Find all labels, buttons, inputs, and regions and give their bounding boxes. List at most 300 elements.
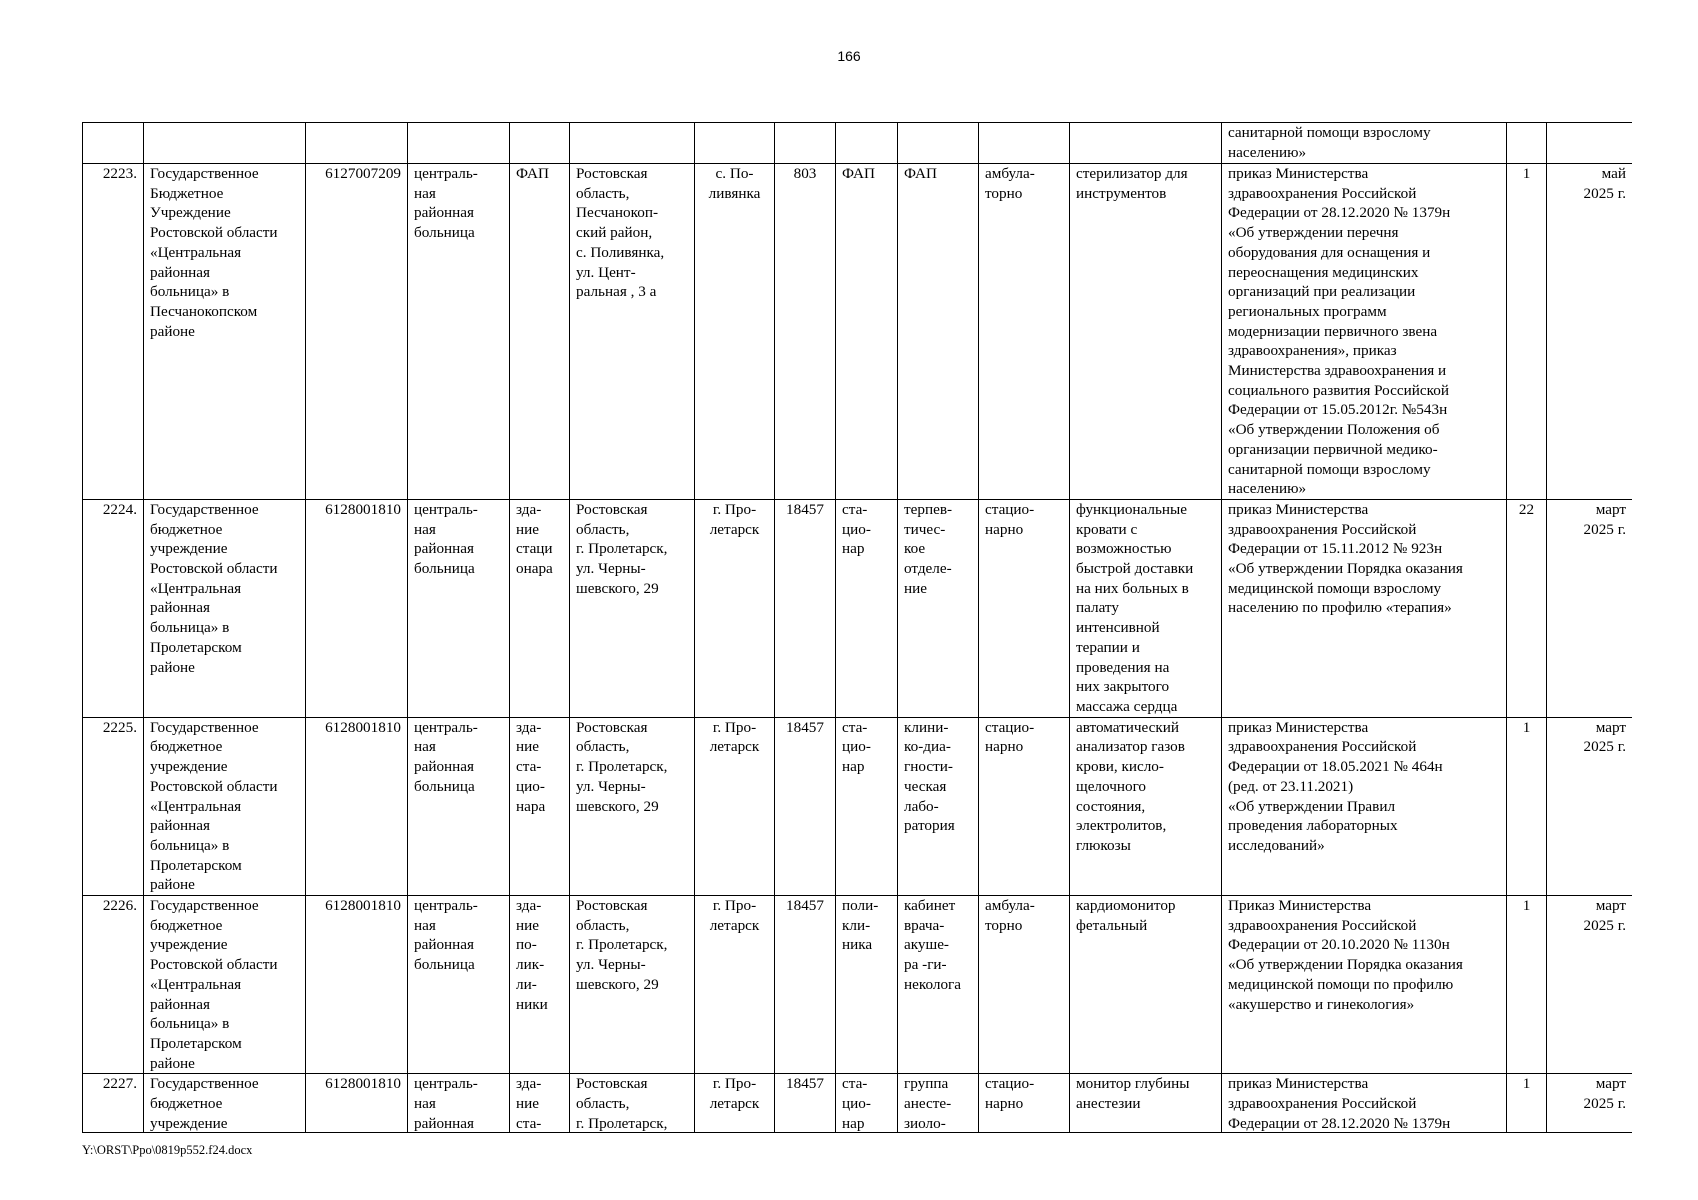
cell-text-line: ная bbox=[414, 184, 436, 202]
cell-num bbox=[83, 1074, 144, 1133]
cell-text-line: здравоохранения Российской bbox=[1228, 1095, 1417, 1113]
cell-org bbox=[144, 717, 306, 895]
cell-unit bbox=[898, 123, 979, 164]
cell-text-line: неколога bbox=[904, 975, 962, 993]
cell-text-line: районная bbox=[414, 540, 475, 558]
cell-text-line: ние bbox=[516, 738, 539, 756]
cell-text-line: нарно bbox=[985, 1095, 1024, 1113]
cell-text-line: акуше- bbox=[904, 936, 949, 954]
cell-text-line: ский район, bbox=[576, 224, 653, 242]
cell-unit-type bbox=[836, 499, 898, 717]
cell-text-line: ул. Черны- bbox=[576, 777, 646, 795]
cell-text-line: оборудования для оснащения и bbox=[1228, 243, 1431, 261]
cell-text-line: лик- bbox=[516, 956, 545, 974]
cell-object bbox=[510, 499, 570, 717]
cell-org bbox=[144, 164, 306, 500]
cell-text-line: районная bbox=[150, 263, 211, 281]
cell-text-line: медицинской помощи взрослому bbox=[1228, 579, 1442, 597]
cell-text-line: монитор глубины bbox=[1076, 1075, 1190, 1093]
cell-type bbox=[408, 896, 510, 1074]
cell-text-line: область, bbox=[576, 916, 630, 934]
cell-text-line: зда- bbox=[516, 1075, 542, 1093]
cell-text-line: гности- bbox=[904, 758, 953, 776]
cell-text-line: централь- bbox=[414, 165, 478, 182]
cell-num bbox=[83, 164, 144, 500]
cell-text-line: лабо- bbox=[904, 797, 939, 815]
cell-text-line: Государственное bbox=[150, 165, 259, 182]
cell-text-line: Государственное bbox=[150, 500, 259, 518]
cell-text-line: Государственное bbox=[150, 718, 259, 736]
cell-text-line: 18457 bbox=[786, 1075, 824, 1093]
cell-text-line: по- bbox=[516, 936, 537, 954]
cell-inn bbox=[306, 164, 408, 500]
cell-text-line: ста- bbox=[516, 1114, 542, 1132]
cell-text-line: Пролетарском bbox=[150, 638, 242, 656]
cell-unit-type bbox=[836, 123, 898, 164]
cell-text-line: г. Пролетарск, bbox=[576, 936, 668, 954]
cell-text-line: централь- bbox=[414, 500, 478, 518]
cell-text-line: «Об утверждении Порядка оказания bbox=[1228, 956, 1463, 974]
cell-basis bbox=[1222, 896, 1507, 1074]
cell-date bbox=[1547, 1074, 1633, 1133]
cell-text-line: 2224. bbox=[102, 500, 137, 518]
cell-inn bbox=[306, 717, 408, 895]
cell-population bbox=[775, 164, 836, 500]
cell-text-line: «акушерство и гинекология» bbox=[1228, 995, 1415, 1013]
cell-settlement bbox=[695, 123, 775, 164]
cell-text-line: 1 bbox=[1522, 718, 1531, 736]
cell-text-line: социального развития Российской bbox=[1228, 381, 1449, 399]
cell-text-line: Министерства здравоохранения и bbox=[1228, 362, 1447, 380]
cell-text-line: терапии и bbox=[1076, 638, 1140, 656]
cell-text-line: зда- bbox=[516, 500, 542, 518]
cell-text-line: шевского, 29 bbox=[576, 975, 659, 993]
cell-unit-type bbox=[836, 717, 898, 895]
cell-text-line: бюджетное bbox=[150, 916, 223, 934]
cell-text-line: нарно bbox=[985, 738, 1024, 756]
cell-text-line: Федерации от 28.12.2020 № 1379н bbox=[1228, 204, 1451, 222]
cell-text-line: больница bbox=[414, 956, 475, 974]
cell-text-line: зда- bbox=[516, 897, 542, 915]
cell-settlement bbox=[695, 164, 775, 500]
cell-text-line: исследований» bbox=[1228, 836, 1325, 854]
cell-text-line: Ростовская bbox=[576, 718, 648, 736]
cell-text-line: организаций при реализации bbox=[1228, 283, 1416, 301]
table-viewport bbox=[82, 122, 1632, 1133]
cell-num bbox=[83, 123, 144, 164]
cell-qty bbox=[1507, 123, 1547, 164]
cell-text-line: «Центральная bbox=[150, 579, 242, 597]
cell-population bbox=[775, 717, 836, 895]
cell-text-line: март bbox=[1595, 1075, 1626, 1093]
cell-text-line: районная bbox=[414, 936, 475, 954]
cell-text-line: ста- bbox=[842, 718, 868, 736]
cell-text-line: 2025 г. bbox=[1583, 184, 1626, 202]
cell-text-line: торно bbox=[985, 916, 1023, 934]
cell-text-line: региональных программ bbox=[1228, 302, 1387, 320]
cell-text-line: ФАП bbox=[842, 165, 875, 182]
cell-text-line: Ростовская bbox=[576, 500, 648, 518]
cell-text-line: группа bbox=[904, 1075, 949, 1093]
cell-basis bbox=[1222, 1074, 1507, 1133]
cell-text-line: «Центральная bbox=[150, 797, 242, 815]
cell-text-line: больница» в bbox=[150, 619, 230, 637]
cell-population bbox=[775, 123, 836, 164]
cell-settlement bbox=[695, 499, 775, 717]
cell-qty bbox=[1507, 164, 1547, 500]
cell-text-line: организации первичной медико- bbox=[1228, 440, 1438, 458]
cell-text-line: ческая bbox=[904, 777, 947, 795]
cell-text-line: анализатор газов bbox=[1076, 738, 1185, 756]
cell-text-line: больница» в bbox=[150, 1015, 230, 1033]
cell-num bbox=[83, 717, 144, 895]
cell-text-line: щелочного bbox=[1076, 777, 1147, 795]
cell-text-line: централь- bbox=[414, 1075, 478, 1093]
cell-text-line: 6128001810 bbox=[325, 718, 401, 736]
cell-text-line: ливянка bbox=[708, 184, 761, 202]
cell-text-line: кровати с bbox=[1076, 520, 1138, 538]
cell-text-line: амбула- bbox=[985, 165, 1035, 182]
cell-text-line: ние bbox=[904, 579, 927, 597]
cell-object bbox=[510, 896, 570, 1074]
cell-text-line: 1 bbox=[1522, 165, 1531, 182]
cell-text-line: летарск bbox=[709, 1095, 760, 1113]
cell-address bbox=[570, 1074, 695, 1133]
table-row bbox=[83, 717, 1633, 895]
cell-text-line: крови, кисло- bbox=[1076, 758, 1164, 776]
cell-address bbox=[570, 896, 695, 1074]
cell-text-line: анестезии bbox=[1076, 1095, 1141, 1113]
cell-qty bbox=[1507, 1074, 1547, 1133]
cell-text-line: 2025 г. bbox=[1583, 520, 1626, 538]
cell-text-line: Ростовской области bbox=[150, 956, 278, 974]
cell-text-line: Ростовской области bbox=[150, 777, 278, 795]
cell-text-line: 22 bbox=[1518, 500, 1535, 518]
cell-text-line: май bbox=[1601, 165, 1626, 182]
cell-text-line: поли- bbox=[842, 897, 879, 915]
cell-unit bbox=[898, 499, 979, 717]
cell-text-line: автоматический bbox=[1076, 718, 1180, 736]
cell-text-line: районе bbox=[150, 658, 195, 676]
cell-population bbox=[775, 1074, 836, 1133]
cell-text-line: зда- bbox=[516, 718, 542, 736]
cell-text-line: модернизации первичного звена bbox=[1228, 322, 1438, 340]
cell-text-line: 6128001810 bbox=[325, 500, 401, 518]
cell-text-line: нара bbox=[516, 797, 546, 815]
cell-text-line: кое bbox=[904, 540, 926, 558]
cell-text-line: ста- bbox=[516, 758, 542, 776]
cell-text-line: 2227. bbox=[102, 1075, 137, 1093]
cell-text-line: область, bbox=[576, 738, 630, 756]
cell-type bbox=[408, 164, 510, 500]
cell-text-line: приказ Министерства bbox=[1228, 500, 1369, 518]
cell-text-line: г. Про- bbox=[712, 500, 757, 518]
cell-equipment bbox=[1070, 164, 1222, 500]
cell-text-line: санитарной помощи взрослому bbox=[1228, 460, 1431, 478]
cell-text-line: (ред. от 23.11.2021) bbox=[1228, 777, 1354, 795]
cell-text-line: здравоохранения Российской bbox=[1228, 520, 1417, 538]
table-row bbox=[83, 164, 1633, 500]
cell-text-line: 2226. bbox=[102, 897, 137, 915]
cell-text-line: бюджетное bbox=[150, 1095, 223, 1113]
cell-text-line: районная bbox=[150, 995, 211, 1013]
cell-unit-type bbox=[836, 896, 898, 1074]
cell-text-line: стацио- bbox=[985, 1075, 1035, 1093]
cell-text-line: централь- bbox=[414, 897, 478, 915]
cell-settlement bbox=[695, 717, 775, 895]
cell-text-line: торно bbox=[985, 184, 1023, 202]
cell-text-line: онара bbox=[516, 560, 553, 578]
cell-basis bbox=[1222, 164, 1507, 500]
cell-text-line: ратория bbox=[904, 817, 955, 835]
cell-text-line: область, bbox=[576, 1095, 630, 1113]
cell-text-line: отделе- bbox=[904, 560, 952, 578]
cell-text-line: цио- bbox=[842, 520, 871, 538]
cell-org bbox=[144, 123, 306, 164]
cell-text-line: «Об утверждении перечня bbox=[1228, 224, 1399, 242]
cell-text-line: ника bbox=[842, 936, 873, 954]
cell-text-line: электролитов, bbox=[1076, 817, 1167, 835]
cell-type bbox=[408, 1074, 510, 1133]
cell-text-line: г. Про- bbox=[712, 1075, 757, 1093]
cell-text-line: учреждение bbox=[150, 936, 228, 954]
cell-text-line: клини- bbox=[904, 718, 949, 736]
cell-text-line: районная bbox=[150, 599, 211, 617]
cell-text-line: районная bbox=[414, 204, 475, 222]
cell-text-line: 1 bbox=[1522, 897, 1531, 915]
cell-text-line: г. Пролетарск, bbox=[576, 1114, 668, 1132]
cell-text-line: «Об утверждении Порядка оказания bbox=[1228, 560, 1463, 578]
cell-date bbox=[1547, 123, 1633, 164]
cell-text-line: анесте- bbox=[904, 1095, 952, 1113]
cell-unit bbox=[898, 717, 979, 895]
cell-text-line: населению» bbox=[1228, 143, 1307, 161]
cell-text-line: Государственное bbox=[150, 1075, 259, 1093]
cell-text-line: быстрой доставки bbox=[1076, 560, 1194, 578]
cell-basis bbox=[1222, 499, 1507, 717]
cell-text-line: приказ Министерства bbox=[1228, 1075, 1369, 1093]
cell-org bbox=[144, 896, 306, 1074]
cell-text-line: Пролетарском bbox=[150, 856, 242, 874]
cell-text-line: шевского, 29 bbox=[576, 579, 659, 597]
cell-inn bbox=[306, 499, 408, 717]
cell-text-line: зиоло- bbox=[904, 1114, 946, 1132]
cell-num bbox=[83, 896, 144, 1074]
cell-text-line: районе bbox=[150, 322, 195, 340]
table-row bbox=[83, 896, 1633, 1074]
cell-text-line: массажа сердца bbox=[1076, 697, 1178, 715]
cell-text-line: Ростовская bbox=[576, 1075, 648, 1093]
cell-text-line: учреждение bbox=[150, 758, 228, 776]
cell-text-line: стаци bbox=[516, 540, 553, 558]
cell-text-line: Пролетарском bbox=[150, 1034, 242, 1052]
cell-text-line: 6128001810 bbox=[325, 1075, 401, 1093]
cell-care-form bbox=[979, 123, 1070, 164]
cell-text-line: больница» в bbox=[150, 836, 230, 854]
cell-text-line: Ростовская bbox=[576, 897, 648, 915]
cell-text-line: населению» bbox=[1228, 480, 1307, 498]
cell-text-line: учреждение bbox=[150, 1114, 228, 1132]
cell-text-line: интенсивной bbox=[1076, 619, 1160, 637]
cell-unit bbox=[898, 1074, 979, 1133]
cell-text-line: приказ Министерства bbox=[1228, 718, 1369, 736]
cell-text-line: проведения лабораторных bbox=[1228, 817, 1398, 835]
cell-text-line: ли- bbox=[516, 975, 537, 993]
cell-text-line: здравоохранения Российской bbox=[1228, 738, 1417, 756]
cell-text-line: ул. Цент- bbox=[576, 263, 636, 281]
cell-text-line: кабинет bbox=[904, 897, 956, 915]
cell-text-line: область, bbox=[576, 184, 630, 202]
cell-text-line: возможностью bbox=[1076, 540, 1172, 558]
cell-text-line: «Центральная bbox=[150, 975, 242, 993]
cell-text-line: цио- bbox=[516, 777, 545, 795]
cell-text-line: «Об утверждении Положения об bbox=[1228, 421, 1440, 439]
cell-text-line: ста- bbox=[842, 1075, 868, 1093]
cell-text-line: цио- bbox=[842, 1095, 871, 1113]
cell-text-line: ние bbox=[516, 916, 539, 934]
cell-text-line: нар bbox=[842, 758, 865, 776]
cell-unit bbox=[898, 164, 979, 500]
cell-text-line: населению по профилю «терапия» bbox=[1228, 599, 1452, 617]
cell-settlement bbox=[695, 1074, 775, 1133]
cell-date bbox=[1547, 896, 1633, 1074]
cell-text-line: тичес- bbox=[904, 520, 946, 538]
cell-address bbox=[570, 717, 695, 895]
cell-type bbox=[408, 499, 510, 717]
cell-text-line: Федерации от 18.05.2021 № 464н bbox=[1228, 758, 1443, 776]
cell-text-line: больница bbox=[414, 224, 475, 242]
cell-text-line: нарно bbox=[985, 520, 1024, 538]
cell-inn bbox=[306, 896, 408, 1074]
cell-text-line: ние bbox=[516, 1095, 539, 1113]
cell-unit bbox=[898, 896, 979, 1074]
cell-text-line: районная bbox=[414, 758, 475, 776]
cell-text-line: ул. Черны- bbox=[576, 560, 646, 578]
cell-population bbox=[775, 896, 836, 1074]
cell-text-line: функциональные bbox=[1076, 500, 1187, 518]
cell-text-line: ста- bbox=[842, 500, 868, 518]
cell-text-line: стацио- bbox=[985, 718, 1035, 736]
cell-settlement bbox=[695, 896, 775, 1074]
cell-text-line: здравоохранения», приказ bbox=[1228, 342, 1397, 360]
cell-text-line: Песчанокоп- bbox=[576, 204, 659, 222]
cell-text-line: Федерации от 28.12.2020 № 1379н bbox=[1228, 1114, 1451, 1132]
cell-text-line: 2225. bbox=[102, 718, 137, 736]
cell-equipment bbox=[1070, 717, 1222, 895]
cell-org bbox=[144, 499, 306, 717]
cell-text-line: г. Пролетарск, bbox=[576, 758, 668, 776]
cell-text-line: 18457 bbox=[786, 500, 824, 518]
cell-text-line: бюджетное bbox=[150, 738, 223, 756]
cell-type bbox=[408, 717, 510, 895]
cell-basis bbox=[1222, 123, 1507, 164]
cell-text-line: ко-диа- bbox=[904, 738, 951, 756]
table-row bbox=[83, 1074, 1633, 1133]
cell-text-line: летарск bbox=[709, 520, 760, 538]
cell-equipment bbox=[1070, 896, 1222, 1074]
cell-text-line: 18457 bbox=[786, 718, 824, 736]
cell-text-line: ная bbox=[414, 520, 436, 538]
cell-text-line: ФАП bbox=[516, 165, 549, 182]
cell-text-line: терпев- bbox=[904, 500, 953, 518]
cell-text-line: Ростовская bbox=[576, 165, 648, 182]
cell-text-line: глюкозы bbox=[1076, 836, 1131, 854]
cell-text-line: область, bbox=[576, 520, 630, 538]
table-body bbox=[83, 123, 1633, 1134]
cell-text-line: врача- bbox=[904, 916, 945, 934]
cell-text-line: 6128001810 bbox=[325, 897, 401, 915]
cell-address bbox=[570, 164, 695, 500]
cell-inn bbox=[306, 1074, 408, 1133]
cell-care-form bbox=[979, 164, 1070, 500]
cell-equipment bbox=[1070, 499, 1222, 717]
cell-text-line: г. Про- bbox=[712, 897, 757, 915]
cell-text-line: ральная , 3 а bbox=[576, 283, 657, 301]
cell-text-line: Федерации от 20.10.2020 № 1130н bbox=[1228, 936, 1450, 954]
cell-text-line: 1 bbox=[1522, 1075, 1531, 1093]
cell-text-line: больница» в bbox=[150, 283, 230, 301]
cell-text-line: приказ Министерства bbox=[1228, 165, 1369, 182]
cell-text-line: больница bbox=[414, 777, 475, 795]
cell-equipment bbox=[1070, 123, 1222, 164]
cell-text-line: Приказ Министерства bbox=[1228, 897, 1372, 915]
cell-text-line: Песчанокопском bbox=[150, 302, 258, 320]
cell-text-line: ники bbox=[516, 995, 548, 1013]
cell-address bbox=[570, 499, 695, 717]
file-path-footer: Y:\ORST\Ppo\0819p552.f24.docx bbox=[82, 1143, 253, 1157]
cell-text-line: стацио- bbox=[985, 500, 1035, 518]
cell-text-line: ная bbox=[414, 916, 436, 934]
cell-date bbox=[1547, 717, 1633, 895]
table-row bbox=[83, 123, 1633, 164]
cell-text-line: районе bbox=[150, 1054, 195, 1072]
cell-num bbox=[83, 499, 144, 717]
cell-text-line: переоснащения медицинских bbox=[1228, 263, 1419, 281]
cell-object bbox=[510, 123, 570, 164]
cell-text-line: ул. Черны- bbox=[576, 956, 646, 974]
cell-text-line: амбула- bbox=[985, 897, 1035, 915]
cell-text-line: 2025 г. bbox=[1583, 738, 1626, 756]
cell-text-line: ная bbox=[414, 738, 436, 756]
cell-text-line: ние bbox=[516, 520, 539, 538]
cell-text-line: 6127007209 bbox=[325, 165, 401, 182]
cell-object bbox=[510, 717, 570, 895]
cell-unit-type bbox=[836, 164, 898, 500]
cell-text-line: централь- bbox=[414, 718, 478, 736]
cell-text-line: «Об утверждении Правил bbox=[1228, 797, 1396, 815]
cell-text-line: больница bbox=[414, 560, 475, 578]
cell-text-line: бюджетное bbox=[150, 520, 223, 538]
cell-address bbox=[570, 123, 695, 164]
cell-qty bbox=[1507, 896, 1547, 1074]
cell-text-line: «Центральная bbox=[150, 243, 242, 261]
table-row bbox=[83, 499, 1633, 717]
cell-object bbox=[510, 1074, 570, 1133]
cell-text-line: кли- bbox=[842, 916, 871, 934]
cell-text-line: проведения на bbox=[1076, 658, 1170, 676]
cell-basis bbox=[1222, 717, 1507, 895]
equipment-table bbox=[82, 122, 1632, 1133]
cell-care-form bbox=[979, 717, 1070, 895]
cell-text-line: 2025 г. bbox=[1583, 1095, 1626, 1113]
cell-text-line: нар bbox=[842, 1114, 865, 1132]
cell-text-line: фетальный bbox=[1076, 916, 1148, 934]
cell-text-line: Ростовской области bbox=[150, 224, 278, 242]
cell-qty bbox=[1507, 499, 1547, 717]
cell-text-line: г. Пролетарск, bbox=[576, 540, 668, 558]
cell-text-line: с. По- bbox=[715, 165, 754, 182]
cell-text-line: состояния, bbox=[1076, 797, 1146, 815]
